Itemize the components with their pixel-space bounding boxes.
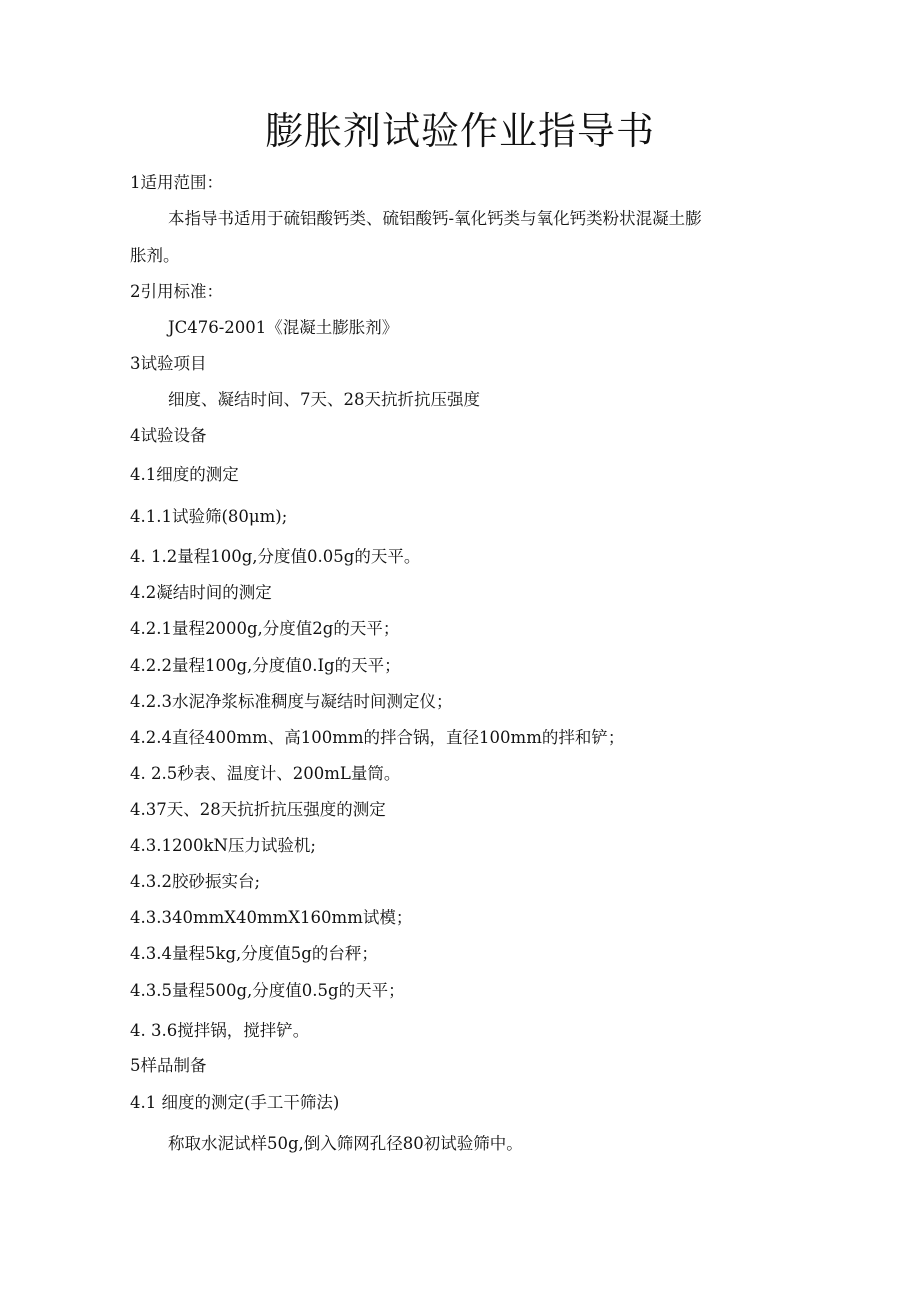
item-4-1-2: 4. 1.2量程100g,分度值0.05g的天平。 bbox=[130, 547, 421, 566]
item-4-2-1: 4.2.1量程2000g,分度值2g的天平； bbox=[130, 619, 400, 638]
item-4-3-2: 4.3.2胶砂振实台; bbox=[130, 872, 261, 891]
item-4-2-5: 4. 2.5秒表、温度计、200mL量筒。 bbox=[130, 764, 401, 783]
item-4-1-1: 4.1.1试验筛(80μm); bbox=[130, 507, 288, 526]
item-4-2-3: 4.2.3水泥净浆标准稠度与凝结时间测定仪； bbox=[130, 692, 453, 711]
section-heading-scope: 1适用范围： bbox=[130, 173, 223, 192]
subsection-fineness: 4.1细度的测定 bbox=[130, 465, 239, 484]
paragraph-standard-ref: JC476-2001《混凝土膨胀剂》 bbox=[168, 318, 399, 337]
section-heading-standards: 2引用标准： bbox=[130, 282, 223, 301]
subsection-setting-time: 4.2凝结时间的测定 bbox=[130, 583, 272, 602]
paragraph-scope-line-1: 本指导书适用于硫铝酸钙类、硫铝酸钙-氧化钙类与氧化钙类粉状混凝土膨 bbox=[168, 209, 702, 228]
document-title: 膨胀剂试验作业指导书 bbox=[264, 109, 655, 153]
item-4-2-4: 4.2.4直径400mm、高100mm的拌合锅，直径100mm的拌和铲； bbox=[130, 728, 625, 747]
paragraph-test-items: 细度、凝结时间、7天、28天抗折抗压强度 bbox=[168, 390, 480, 409]
subsection-fineness-manual: 4.1 细度的测定(手工干筛法) bbox=[130, 1093, 340, 1112]
section-heading-equipment: 4试验设备 bbox=[130, 426, 207, 445]
item-4-3-4: 4.3.4量程5kg,分度值5g的台秤； bbox=[130, 944, 378, 963]
paragraph-scope-line-2: 胀剂。 bbox=[130, 246, 180, 265]
item-4-2-2: 4.2.2量程100g,分度值0.Ig的天平； bbox=[130, 656, 401, 675]
paragraph-sample-weighing: 称取水泥试样50g,倒入筛网孔径80初试验筛中。 bbox=[168, 1134, 523, 1153]
section-heading-sample-prep: 5样品制备 bbox=[130, 1056, 207, 1075]
item-4-3-6: 4. 3.6搅拌锅，搅拌铲。 bbox=[130, 1021, 310, 1040]
item-4-3-3: 4.3.340mmX40mmX160mm试模； bbox=[130, 908, 413, 927]
item-4-3-1: 4.3.1200kN压力试验机; bbox=[130, 836, 316, 855]
section-heading-test-items: 3试验项目 bbox=[130, 354, 207, 373]
item-4-3-5: 4.3.5量程500g,分度值0.5g的天平； bbox=[130, 981, 405, 1000]
subsection-strength: 4.37天、28天抗折抗压强度的测定 bbox=[130, 800, 386, 819]
